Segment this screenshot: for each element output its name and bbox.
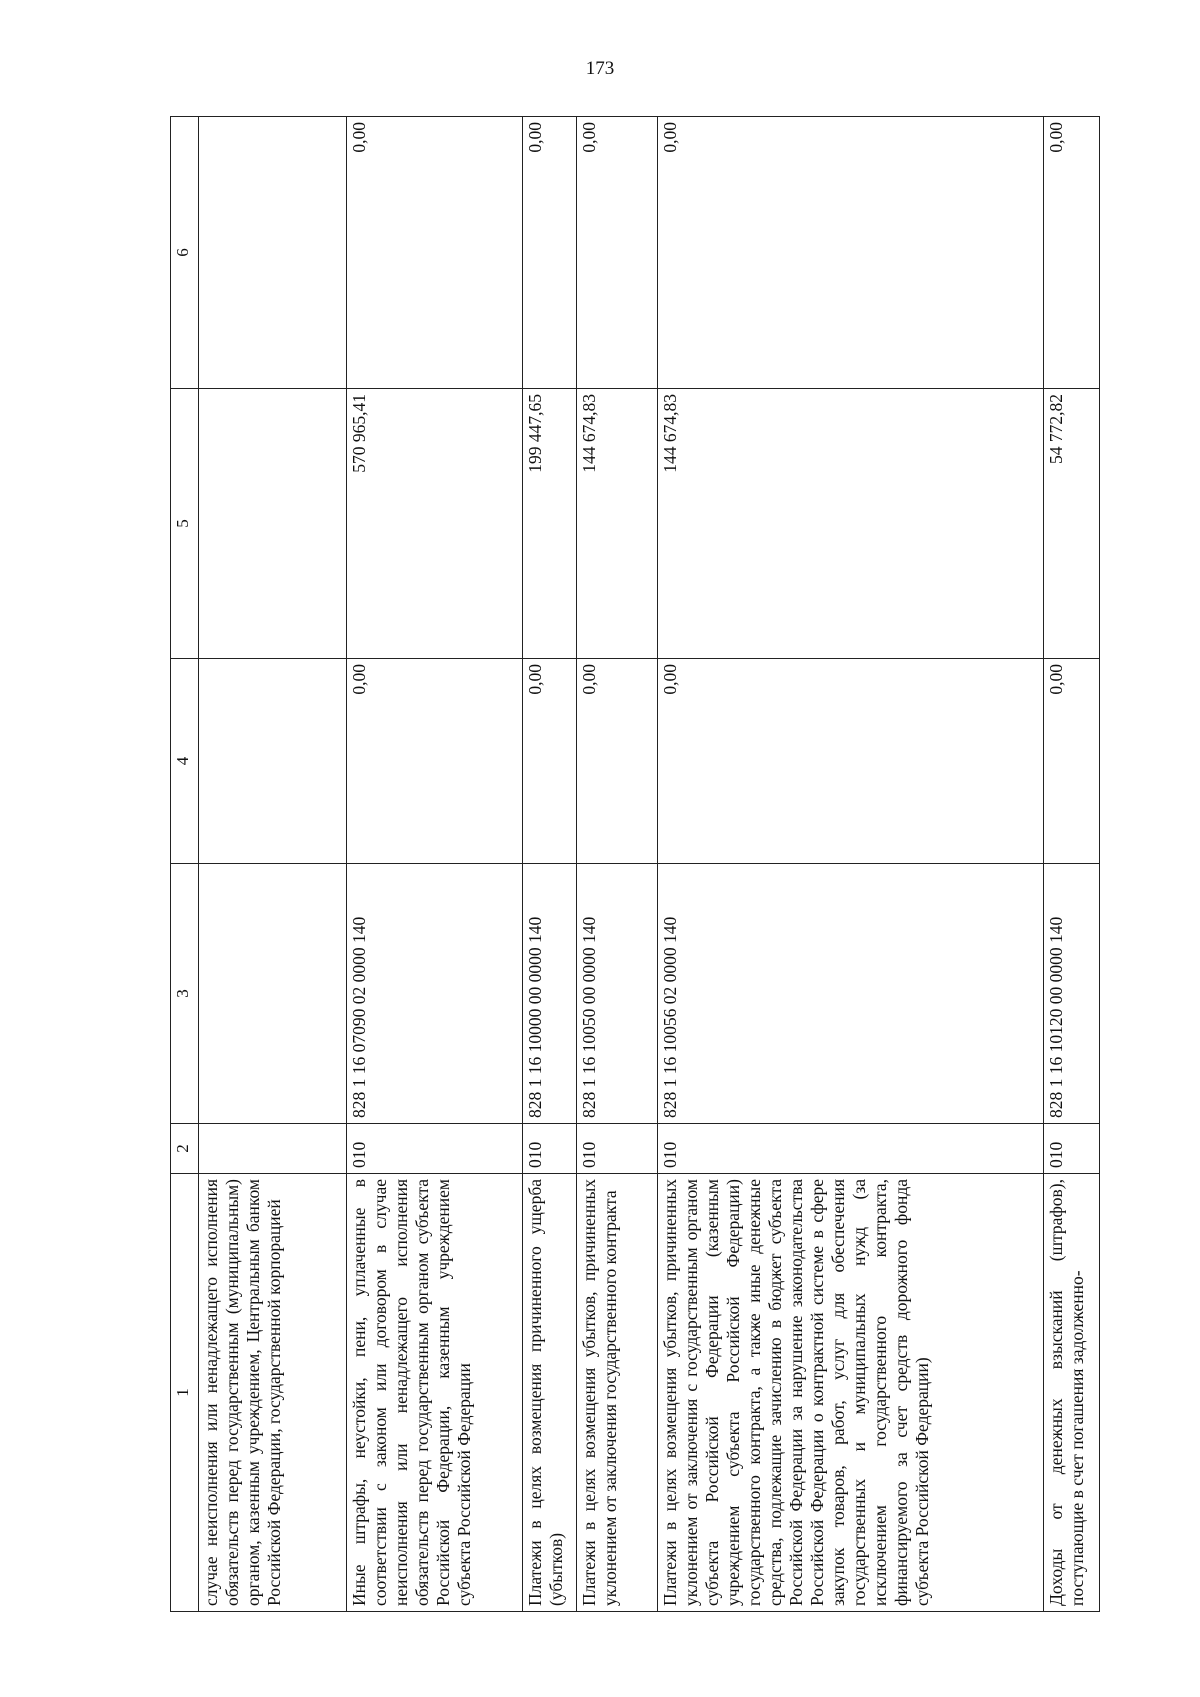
row-col6-value: 0,00 <box>1043 117 1099 389</box>
row-line-code: 010 <box>577 1124 658 1174</box>
row-col5-value: 199 447,65 <box>522 389 576 659</box>
row-kbk-code: 828 1 16 10000 00 0000 140 <box>522 864 576 1124</box>
row-col6-value: 0,00 <box>522 117 576 389</box>
row-description: Платежи в целях возмещения причиненного ущерба (убытков) <box>522 1174 576 1612</box>
header-row <box>171 117 199 1612</box>
row-kbk-code: 828 1 16 10050 00 0000 140 <box>577 864 658 1124</box>
row-line-code <box>198 1124 347 1174</box>
row-col6-value: 0,00 <box>577 117 658 389</box>
row-kbk-code <box>198 864 347 1124</box>
row-kbk-code: 828 1 16 10056 02 0000 140 <box>658 864 1043 1124</box>
header-col-3: 3 <box>171 864 199 1124</box>
row-description: Платежи в целях возмещения убытков, причиненных уклонением от заключения с государственным органом субъекта Российской Федерации (казенным учреждением субъекта Российской Федерации) государственного контракта, а также иные денежные средства, подлежащие зачислению в бюджет субъекта Российской Федерации за нарушение законодательства Российской Федерации о контрактной системе в сфере закупок товаров, работ, услуг для обеспечения государственных и муниципальных нужд (за исключением государственного контракта, финансируемого за счет средств дорожного фонда субъекта Российской Федерации) <box>658 1174 1043 1612</box>
row-col4-value <box>198 659 347 864</box>
row-col5-value: 570 965,41 <box>347 389 523 659</box>
table-row <box>347 117 523 1612</box>
table-row <box>1043 117 1099 1612</box>
revenue-table <box>170 116 1100 1612</box>
row-col5-value: 144 674,83 <box>577 389 658 659</box>
rotated-table-container <box>170 117 1100 1612</box>
row-line-code: 010 <box>658 1124 1043 1174</box>
row-col4-value: 0,00 <box>658 659 1043 864</box>
header-col-4: 4 <box>171 659 199 864</box>
row-col4-value: 0,00 <box>1043 659 1099 864</box>
row-col4-value: 0,00 <box>522 659 576 864</box>
row-col5-value: 144 674,83 <box>658 389 1043 659</box>
row-col4-value: 0,00 <box>577 659 658 864</box>
row-description: Платежи в целях возмещения убытков, причиненных уклонением от заключения государственного контракта <box>577 1174 658 1612</box>
row-col6-value <box>198 117 347 389</box>
table-row <box>522 117 576 1612</box>
header-col-1: 1 <box>171 1174 199 1612</box>
row-col6-value: 0,00 <box>658 117 1043 389</box>
row-col5-value <box>198 389 347 659</box>
row-description: Доходы от денежных взысканий (штрафов), поступающие в счет погашения задолженно- <box>1043 1174 1099 1612</box>
row-line-code: 010 <box>522 1124 576 1174</box>
row-kbk-code: 828 1 16 07090 02 0000 140 <box>347 864 523 1124</box>
row-col6-value: 0,00 <box>347 117 523 389</box>
row-col5-value: 54 772,82 <box>1043 389 1099 659</box>
row-col4-value: 0,00 <box>347 659 523 864</box>
row-line-code: 010 <box>347 1124 523 1174</box>
table-row <box>198 117 347 1612</box>
page-number: 173 <box>585 58 615 79</box>
row-description: случае неисполнения или ненадлежащего исполнения обязательств перед государственным (муниципальным) органом, казенным учреждением, Центральным банком Российской Федерации, государственной корпорацией <box>198 1174 347 1612</box>
table-row <box>577 117 658 1612</box>
table-row <box>658 117 1043 1612</box>
row-description: Иные штрафы, неустойки, пени, уплаченные в соответствии с законом или договором в случае неисполнения или ненадлежащего исполнения обязательств перед государственным органом субъекта Российской Федерации, казенным учреждением субъекта Российской Федерации <box>347 1174 523 1612</box>
header-col-6: 6 <box>171 117 199 389</box>
row-kbk-code: 828 1 16 10120 00 0000 140 <box>1043 864 1099 1124</box>
header-col-5: 5 <box>171 389 199 659</box>
header-col-2: 2 <box>171 1124 199 1174</box>
row-line-code: 010 <box>1043 1124 1099 1174</box>
